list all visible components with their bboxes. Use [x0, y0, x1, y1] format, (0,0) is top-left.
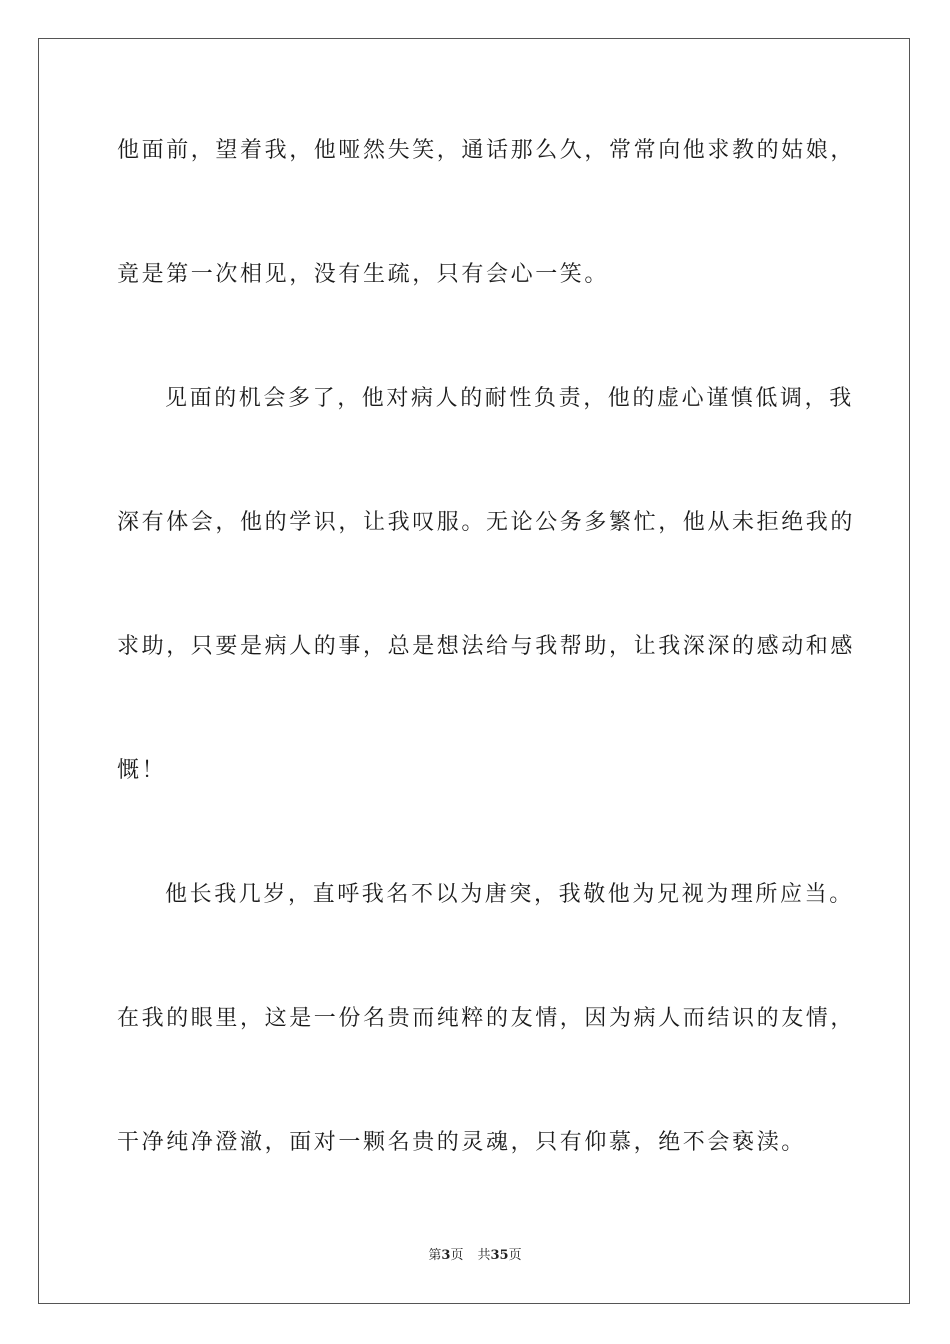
text-line-2: 竟是第一次相见，没有生疏，只有会心一笑。: [117, 262, 610, 287]
text-line-9: 干净纯净澄澈，面对一颗名贵的灵魂，只有仰慕，绝不会亵渎。: [117, 1130, 806, 1155]
text-line-4: 深有体会，他的学识，让我叹服。无论公务多繁忙，他从未拒绝我的: [117, 510, 856, 535]
page-suffix: 页: [450, 1248, 464, 1263]
page-prefix: 第: [428, 1248, 442, 1263]
page-border: [38, 38, 910, 1304]
text-line-8: 在我的眼里，这是一份名贵而纯粹的友情，因为病人而结识的友情，: [117, 1006, 856, 1031]
total-pages: 35: [490, 1248, 509, 1263]
text-line-7: 他长我几岁，直呼我名不以为唐突，我敬他为兄视为理所应当。: [165, 882, 854, 907]
page-number: 3: [441, 1248, 451, 1263]
text-line-3: 见面的机会多了，他对病人的耐性负责，他的虚心谨慎低调，我: [165, 386, 854, 411]
text-line-6: 慨！: [117, 758, 167, 783]
text-line-5: 求助，只要是病人的事，总是想法给与我帮助，让我深深的感动和感: [117, 634, 856, 659]
total-suffix: 页: [508, 1248, 522, 1263]
text-line-1: 他面前，望着我，他哑然失笑，通话那么久，常常向他求教的姑娘，: [117, 138, 856, 163]
page-footer: [0, 1247, 950, 1265]
total-prefix: 共: [477, 1248, 491, 1263]
